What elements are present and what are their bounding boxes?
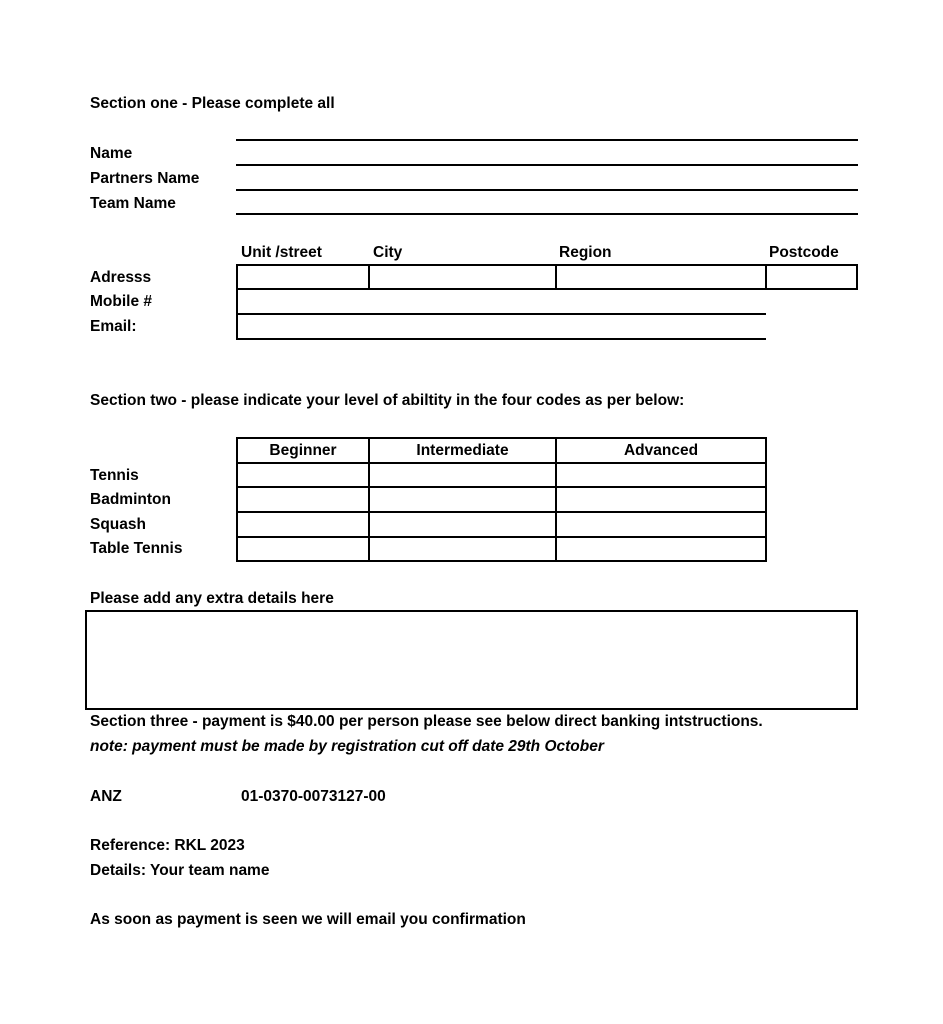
- email-field[interactable]: [238, 315, 766, 338]
- squash-beginner-cell[interactable]: [238, 513, 368, 536]
- table-tennis-beginner-cell[interactable]: [238, 538, 368, 560]
- address-col-city: City: [373, 244, 403, 261]
- level-header-beginner: Beginner: [269, 442, 337, 459]
- name-line[interactable]: [236, 164, 858, 166]
- address-label: Adresss: [90, 269, 152, 286]
- team-name-line[interactable]: [236, 213, 858, 215]
- ability-grid-bottom: [236, 560, 767, 562]
- payment-note: note: payment must be made by registration cut off date 29th October: [90, 738, 604, 755]
- confirmation-text: As soon as payment is seen we will email you confirmation: [90, 911, 526, 928]
- email-label: Email:: [90, 318, 137, 335]
- squash-intermediate-cell[interactable]: [370, 513, 555, 536]
- address-col-unit-street: Unit /street: [241, 244, 322, 261]
- name-top-line: [236, 139, 858, 141]
- payment-details: Details: Your team name: [90, 862, 270, 879]
- code-badminton: Badminton: [90, 491, 171, 508]
- name-label: Name: [90, 145, 133, 162]
- address-postcode-field[interactable]: [767, 266, 856, 288]
- tennis-beginner-cell[interactable]: [238, 464, 368, 486]
- code-squash: Squash: [90, 516, 146, 533]
- tennis-intermediate-cell[interactable]: [370, 464, 555, 486]
- address-city-field[interactable]: [370, 266, 555, 288]
- partners-name-label: Partners Name: [90, 170, 200, 187]
- mobile-label: Mobile #: [90, 293, 153, 310]
- tennis-advanced-cell[interactable]: [557, 464, 765, 486]
- address-grid-right: [856, 264, 858, 290]
- email-grid-line: [236, 338, 766, 340]
- code-table-tennis: Table Tennis: [90, 540, 183, 557]
- mobile-field[interactable]: [238, 290, 766, 313]
- partners-name-line[interactable]: [236, 189, 858, 191]
- level-header-advanced: Advanced: [623, 442, 699, 459]
- section-one-heading: Section one - Please complete all: [90, 95, 335, 112]
- level-header-intermediate: Intermediate: [416, 442, 509, 459]
- code-tennis: Tennis: [90, 467, 139, 484]
- ability-grid-top: [236, 437, 767, 439]
- team-name-label: Team Name: [90, 195, 176, 212]
- payment-reference: Reference: RKL 2023: [90, 837, 245, 854]
- badminton-beginner-cell[interactable]: [238, 488, 368, 511]
- extra-details-label: Please add any extra details here: [90, 590, 334, 607]
- section-two-heading: Section two - please indicate your level of abiltity in the four codes as per below:: [90, 392, 685, 409]
- bank-name: ANZ: [90, 788, 122, 805]
- squash-advanced-cell[interactable]: [557, 513, 765, 536]
- address-col-postcode: Postcode: [769, 244, 839, 261]
- table-tennis-intermediate-cell[interactable]: [370, 538, 555, 560]
- section-three-heading: Section three - payment is $40.00 per person please see below direct banking intstructions.: [90, 713, 763, 730]
- address-region-field[interactable]: [557, 266, 765, 288]
- extra-details-textarea[interactable]: [85, 610, 858, 710]
- ability-grid-right: [765, 437, 767, 562]
- badminton-advanced-cell[interactable]: [557, 488, 765, 511]
- table-tennis-advanced-cell[interactable]: [557, 538, 765, 560]
- address-col-region: Region: [559, 244, 612, 261]
- badminton-intermediate-cell[interactable]: [370, 488, 555, 511]
- account-number: 01-0370-0073127-00: [241, 788, 386, 805]
- address-unit-street-field[interactable]: [238, 266, 368, 288]
